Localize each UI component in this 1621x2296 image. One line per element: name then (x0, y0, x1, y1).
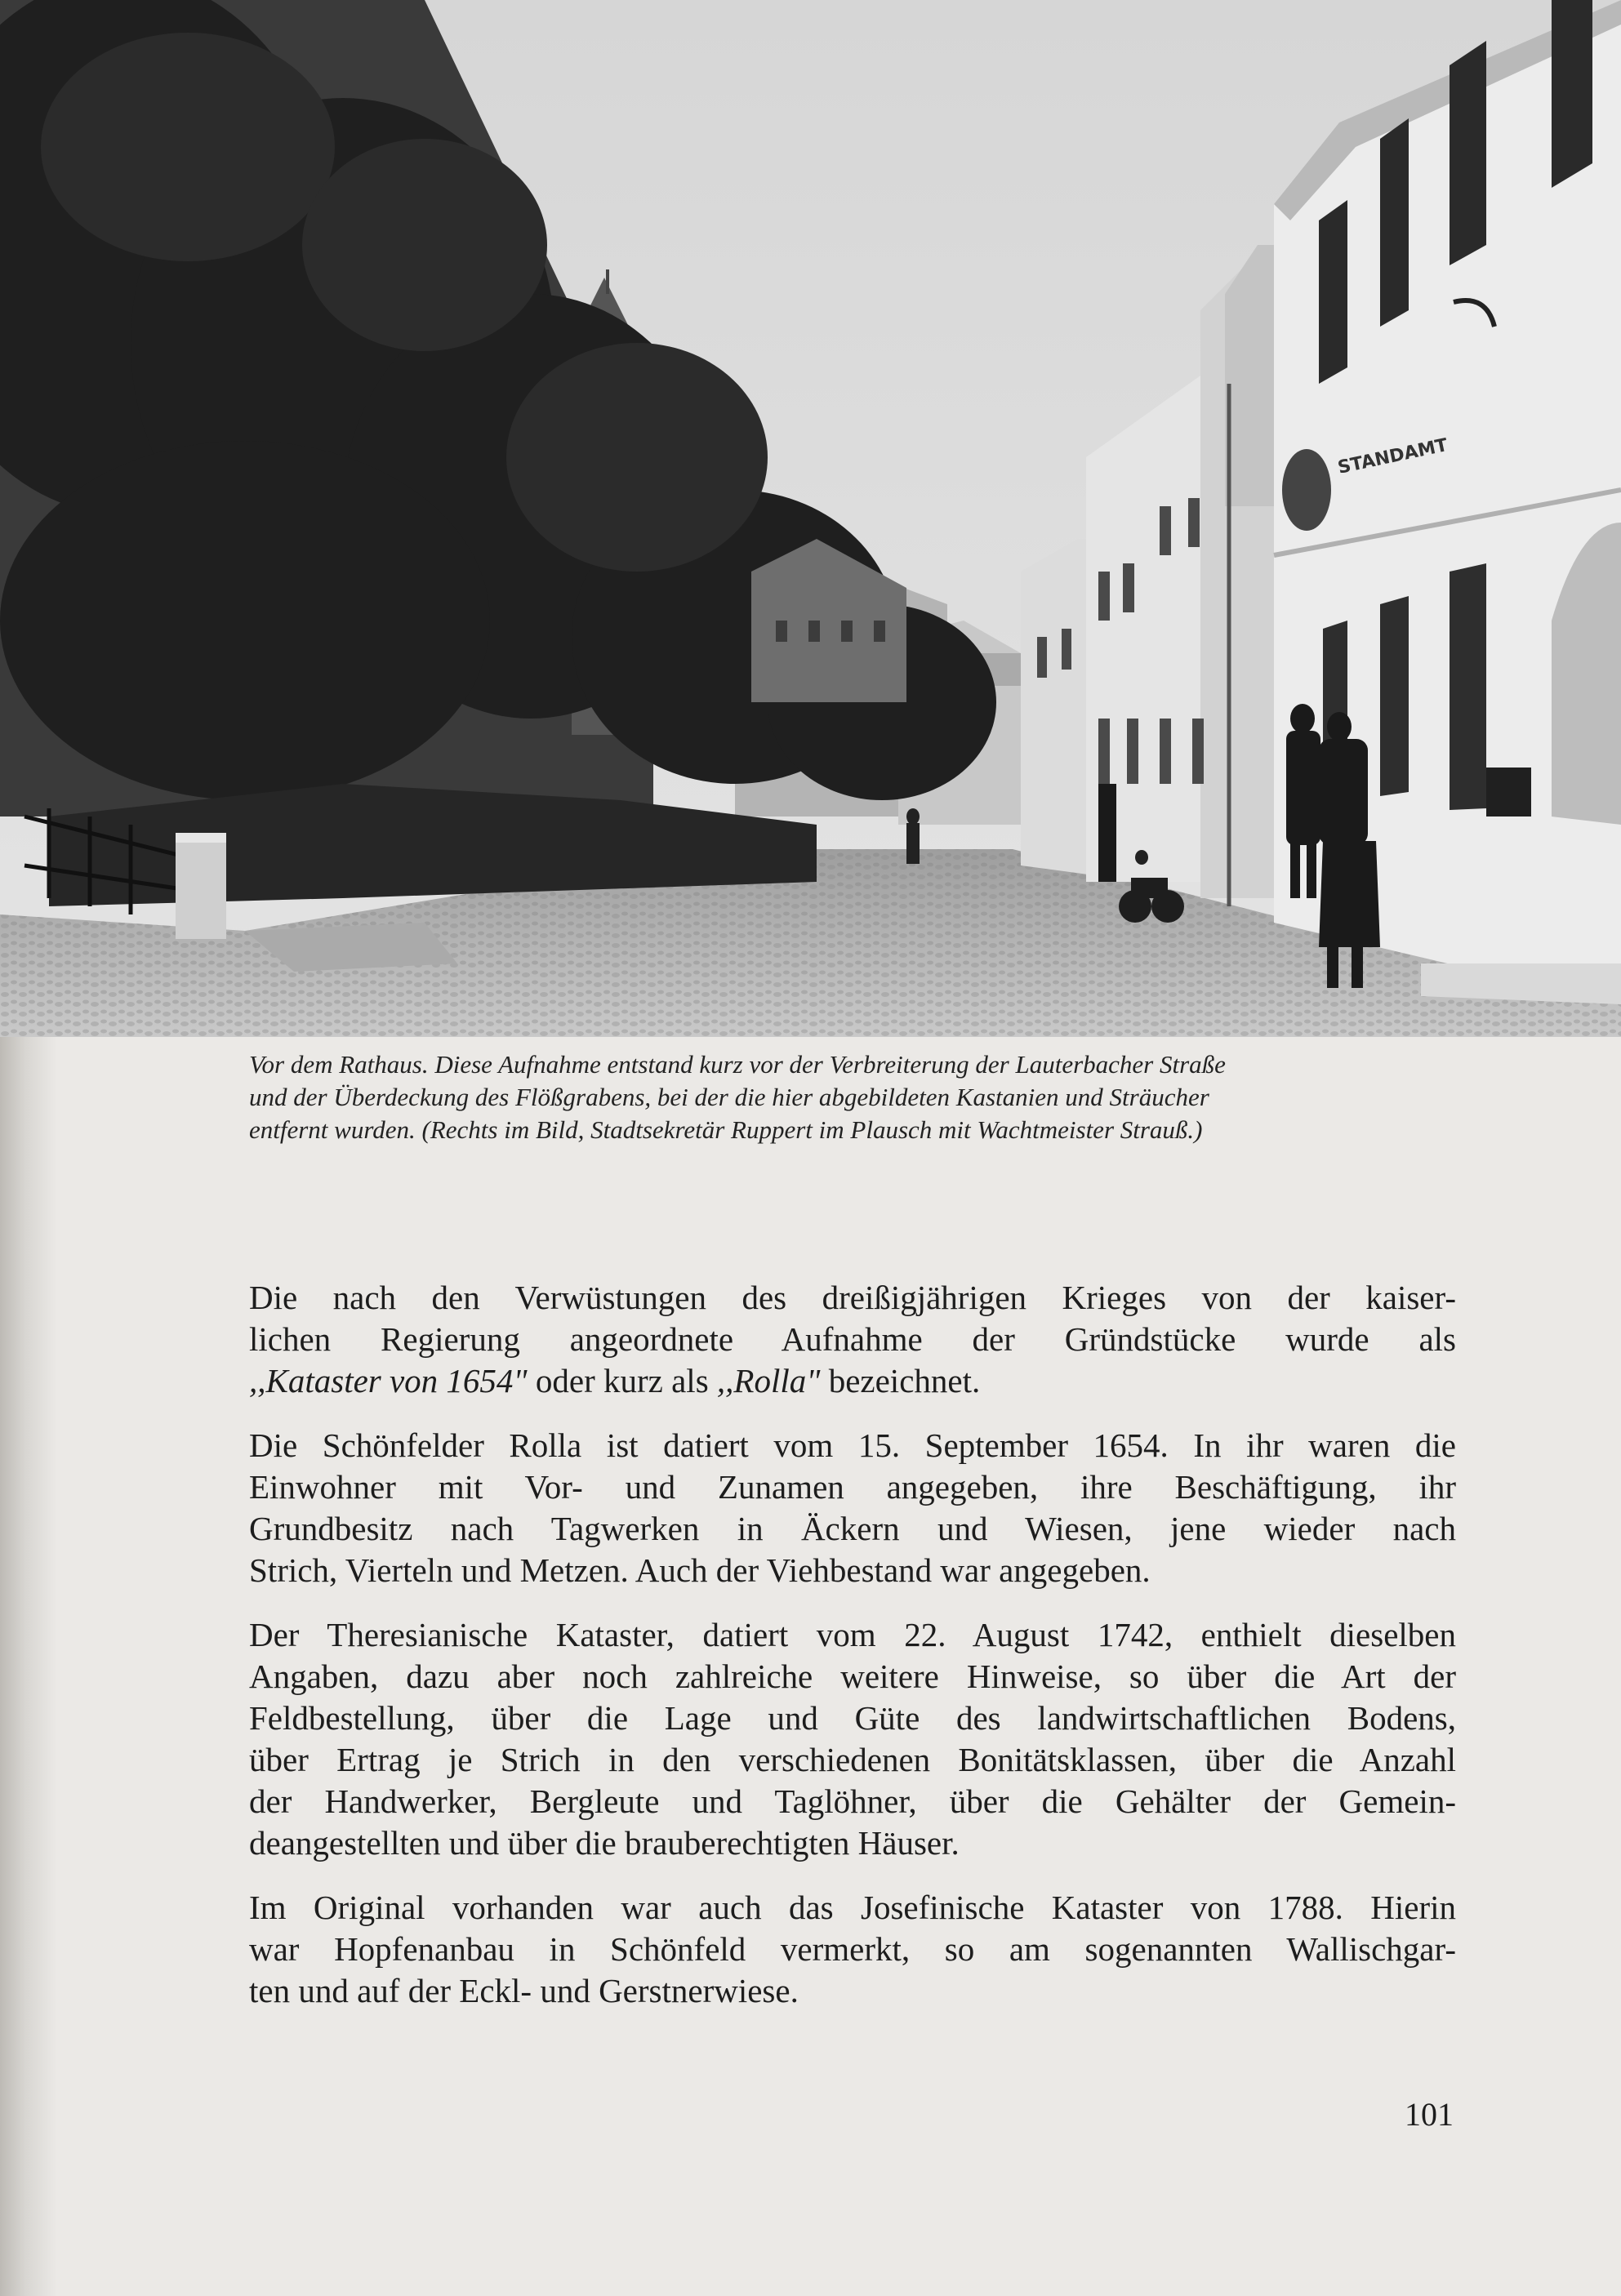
text-line: Feldbestellung, über die Lage und Güte des landwirtschaftlichen Bodens, (249, 1699, 1456, 1737)
text-line: ten und auf der Eckl- und Gerstnerwiese. (249, 1972, 799, 2009)
page-number: 101 (1405, 2096, 1454, 2133)
text-line: Einwohner mit Vor- und Zunamen angegeben, ihre Beschäftigung, ihr (249, 1468, 1456, 1506)
paragraph-4 (249, 1887, 1456, 2012)
text-line: der Handwerker, Bergleute und Taglöhner, über die Gehälter der Gemein- (249, 1782, 1456, 1820)
term-rolla: ,,Rolla" (716, 1362, 821, 1399)
text-line: deangestellten und über die brauberechtigten Häuser. (249, 1824, 960, 1862)
text-fragment: bezeichnet. (820, 1362, 981, 1399)
text-line (249, 1360, 1456, 1402)
text-line: Angaben, dazu aber noch zahlreiche weitere Hinweise, so über die Art der (249, 1657, 1456, 1695)
text-line: war Hopfenanbau in Schönfeld vermerkt, so am sogenannten Wallischgar- (249, 1930, 1456, 1968)
paragraph-3 (249, 1614, 1456, 1864)
paragraph-2 (249, 1425, 1456, 1591)
body-text (249, 1277, 1456, 2035)
text-line: Im Original vorhanden war auch das Josefinische Kataster von 1788. Hierin (249, 1889, 1456, 1926)
caption-line: entfernt wurden. (Rechts im Bild, Stadtsekretär Ruppert im Plausch mit Wachtmeister Strauß.) (249, 1115, 1203, 1144)
photo-caption (249, 1048, 1458, 1146)
text-line: Die Schönfelder Rolla ist datiert vom 15. September 1654. In ihr waren die (249, 1426, 1456, 1464)
text-line: Grundbesitz nach Tagwerken in Äckern und Wiesen, jene wieder nach (249, 1510, 1456, 1547)
text-line: Die nach den Verwüstungen des dreißigjährigen Krieges von der kaiser- (249, 1279, 1456, 1316)
term-kataster: ,,Kataster von 1654" (249, 1362, 528, 1399)
street-photograph (0, 0, 1621, 1037)
caption-line: und der Überdeckung des Flößgrabens, bei der die hier abgebildeten Kastanien und Sträucher (249, 1083, 1209, 1111)
paragraph-1 (249, 1277, 1456, 1402)
text-line: Der Theresianische Kataster, datiert vom 22. August 1742, enthielt dieselben (249, 1616, 1456, 1653)
sign-text: STANDAMT (1336, 434, 1450, 478)
text-fragment: oder kurz als (527, 1362, 717, 1399)
text-line: Strich, Vierteln und Metzen. Auch der Viehbestand war angegeben. (249, 1551, 1151, 1589)
caption-line: Vor dem Rathaus. Diese Aufnahme entstand kurz vor der Verbreiterung der Lauterbacher Straße (249, 1050, 1226, 1079)
text-line: lichen Regierung angeordnete Aufnahme der Gründstücke wurde als (249, 1320, 1456, 1358)
text-line: über Ertrag je Strich in den verschiedenen Bonitätsklassen, über die Anzahl (249, 1741, 1456, 1778)
